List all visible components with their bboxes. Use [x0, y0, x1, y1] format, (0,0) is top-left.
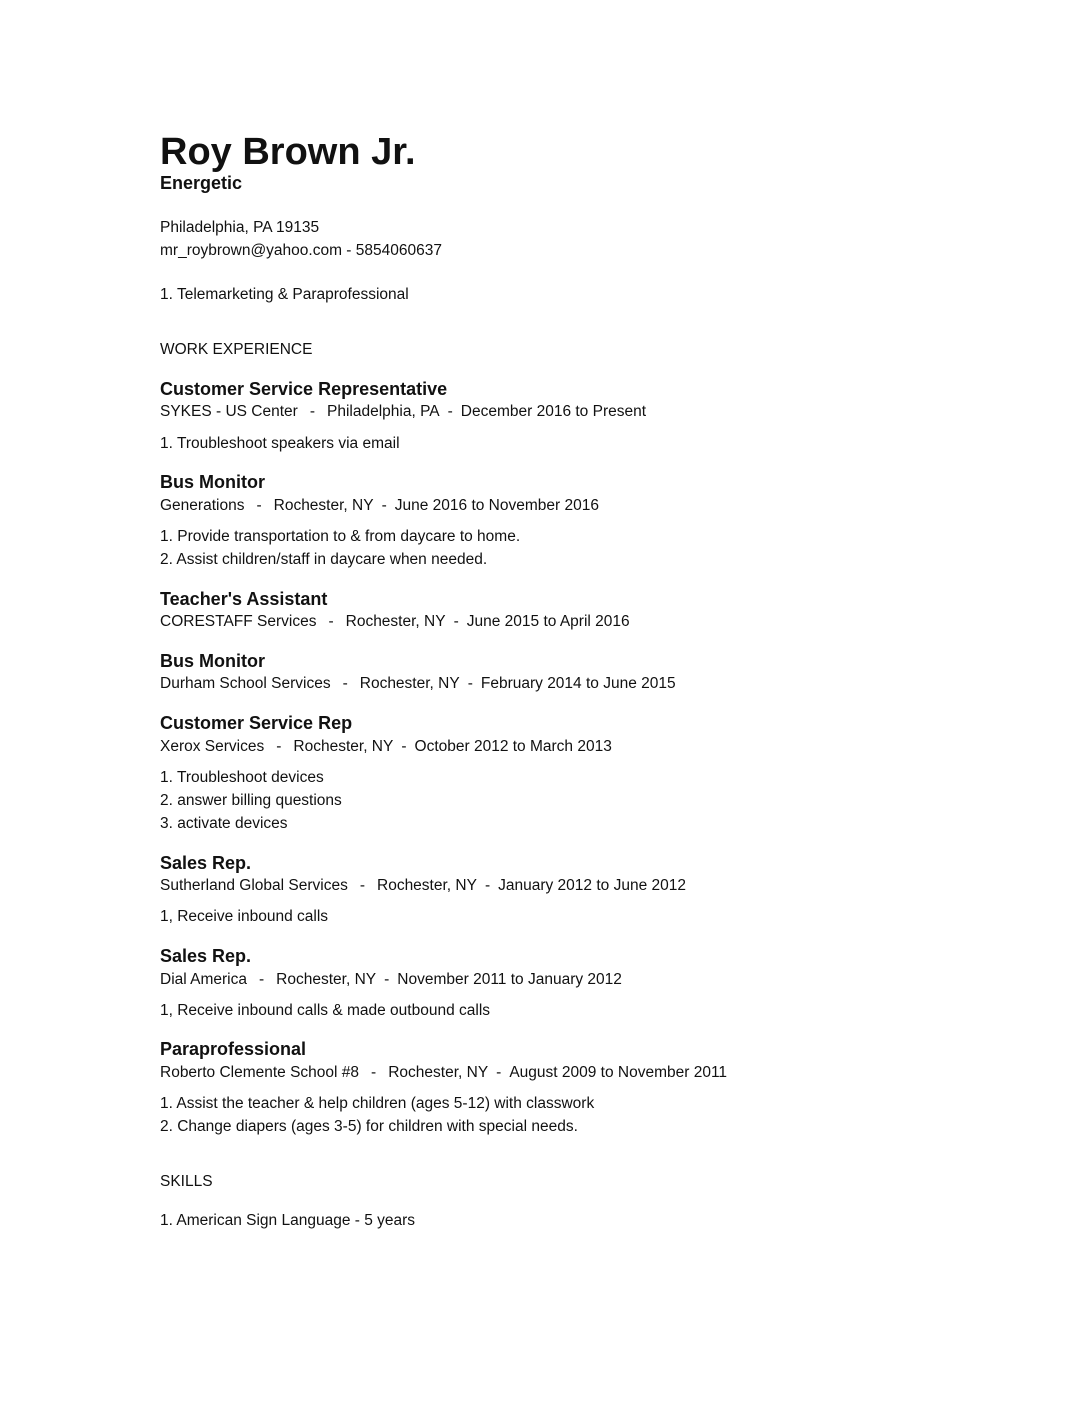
job-title: Customer Service Representative — [160, 379, 448, 399]
separator: - — [276, 738, 282, 755]
job-location: Philadelphia, PA — [327, 403, 440, 420]
job-duty: 2. Change diapers (ages 3-5) for children with special needs. — [160, 1118, 578, 1135]
job-duty: 2. Assist children/staff in daycare when needed. — [160, 551, 488, 568]
job-meta — [160, 496, 599, 516]
candidate-contact: mr_roybrown@yahoo.com - 5854060637 — [160, 242, 442, 259]
separator: - — [496, 1064, 502, 1081]
skills-heading: SKILLS — [160, 1173, 213, 1190]
job-meta — [160, 612, 630, 632]
job-duty: 1. Troubleshoot speakers via email — [160, 435, 400, 452]
job-dates: February 2014 to June 2015 — [480, 675, 676, 692]
candidate-tagline: Energetic — [160, 173, 243, 193]
job-dates: October 2012 to March 2013 — [414, 738, 612, 755]
job-location: Rochester, NY — [377, 877, 477, 894]
job-meta — [160, 674, 676, 694]
job-title: Teacher's Assistant — [160, 589, 328, 609]
job-dates: December 2016 to Present — [460, 403, 647, 420]
job-title: Sales Rep. — [160, 853, 252, 873]
separator: - — [259, 971, 265, 988]
job-dates: August 2009 to November 2011 — [509, 1064, 728, 1081]
job-location: Rochester, NY — [388, 1064, 489, 1081]
work-experience-heading: WORK EXPERIENCE — [160, 341, 313, 358]
job-company: SYKES - US Center — [160, 403, 298, 420]
job-location: Rochester, NY — [273, 497, 374, 514]
job-duty: 1. Assist the teacher & help children (ages 5-12) with classwork — [160, 1095, 595, 1112]
job-meta — [160, 402, 646, 422]
job-dates: November 2011 to January 2012 — [397, 971, 622, 988]
separator: - — [371, 1064, 377, 1081]
job-meta — [160, 1063, 727, 1083]
separator: - — [384, 971, 390, 988]
separator: - — [328, 613, 334, 630]
job-duty: 3. activate devices — [160, 815, 288, 832]
separator: - — [467, 675, 473, 692]
separator: - — [401, 738, 407, 755]
candidate-summary: 1. Telemarketing & Paraprofessional — [160, 286, 409, 303]
job-title: Paraprofessional — [160, 1039, 307, 1059]
job-duty: 1. Provide transportation to & from daycare to home. — [160, 528, 521, 545]
job-company: Xerox Services — [160, 738, 265, 755]
skill-item: 1. American Sign Language - 5 years — [160, 1212, 416, 1229]
separator: - — [309, 403, 315, 420]
job-location: Rochester, NY — [359, 675, 460, 692]
separator: - — [342, 675, 348, 692]
separator: - — [453, 613, 459, 630]
job-dates: January 2012 to June 2012 — [498, 877, 686, 894]
job-location: Rochester, NY — [293, 738, 394, 755]
job-dates: June 2016 to November 2016 — [394, 497, 599, 514]
job-title: Sales Rep. — [160, 946, 252, 966]
job-location: Rochester, NY — [276, 971, 377, 988]
job-title: Bus Monitor — [160, 472, 265, 492]
job-company: Dial America — [160, 971, 247, 988]
separator: - — [484, 877, 491, 894]
job-dates: June 2015 to April 2016 — [466, 613, 630, 630]
job-title: Bus Monitor — [160, 651, 265, 671]
job-company: Generations — [160, 497, 245, 514]
separator: - — [447, 403, 453, 420]
candidate-location: Philadelphia, PA 19135 — [160, 219, 320, 236]
job-title: Customer Service Rep — [160, 713, 353, 733]
separator: - — [381, 497, 387, 514]
job-company: CORESTAFF Services — [160, 613, 317, 630]
separator: - — [359, 877, 365, 894]
job-company: Roberto Clemente School #8 — [160, 1064, 360, 1081]
job-location: Rochester, NY — [345, 613, 446, 630]
job-duty: 1, Receive inbound calls & made outbound calls — [160, 1002, 491, 1019]
job-duty: 1. Troubleshoot devices — [160, 769, 324, 786]
job-meta — [160, 970, 622, 990]
job-company: Sutherland Global Services — [160, 877, 348, 894]
job-company: Durham School Services — [160, 675, 331, 692]
job-duty: 1, Receive inbound calls — [160, 908, 329, 925]
candidate-name: Roy Brown Jr. — [160, 131, 416, 173]
job-meta — [160, 737, 612, 757]
job-meta — [160, 876, 686, 896]
job-duty: 2. answer billing questions — [160, 792, 342, 809]
separator: - — [256, 497, 262, 514]
